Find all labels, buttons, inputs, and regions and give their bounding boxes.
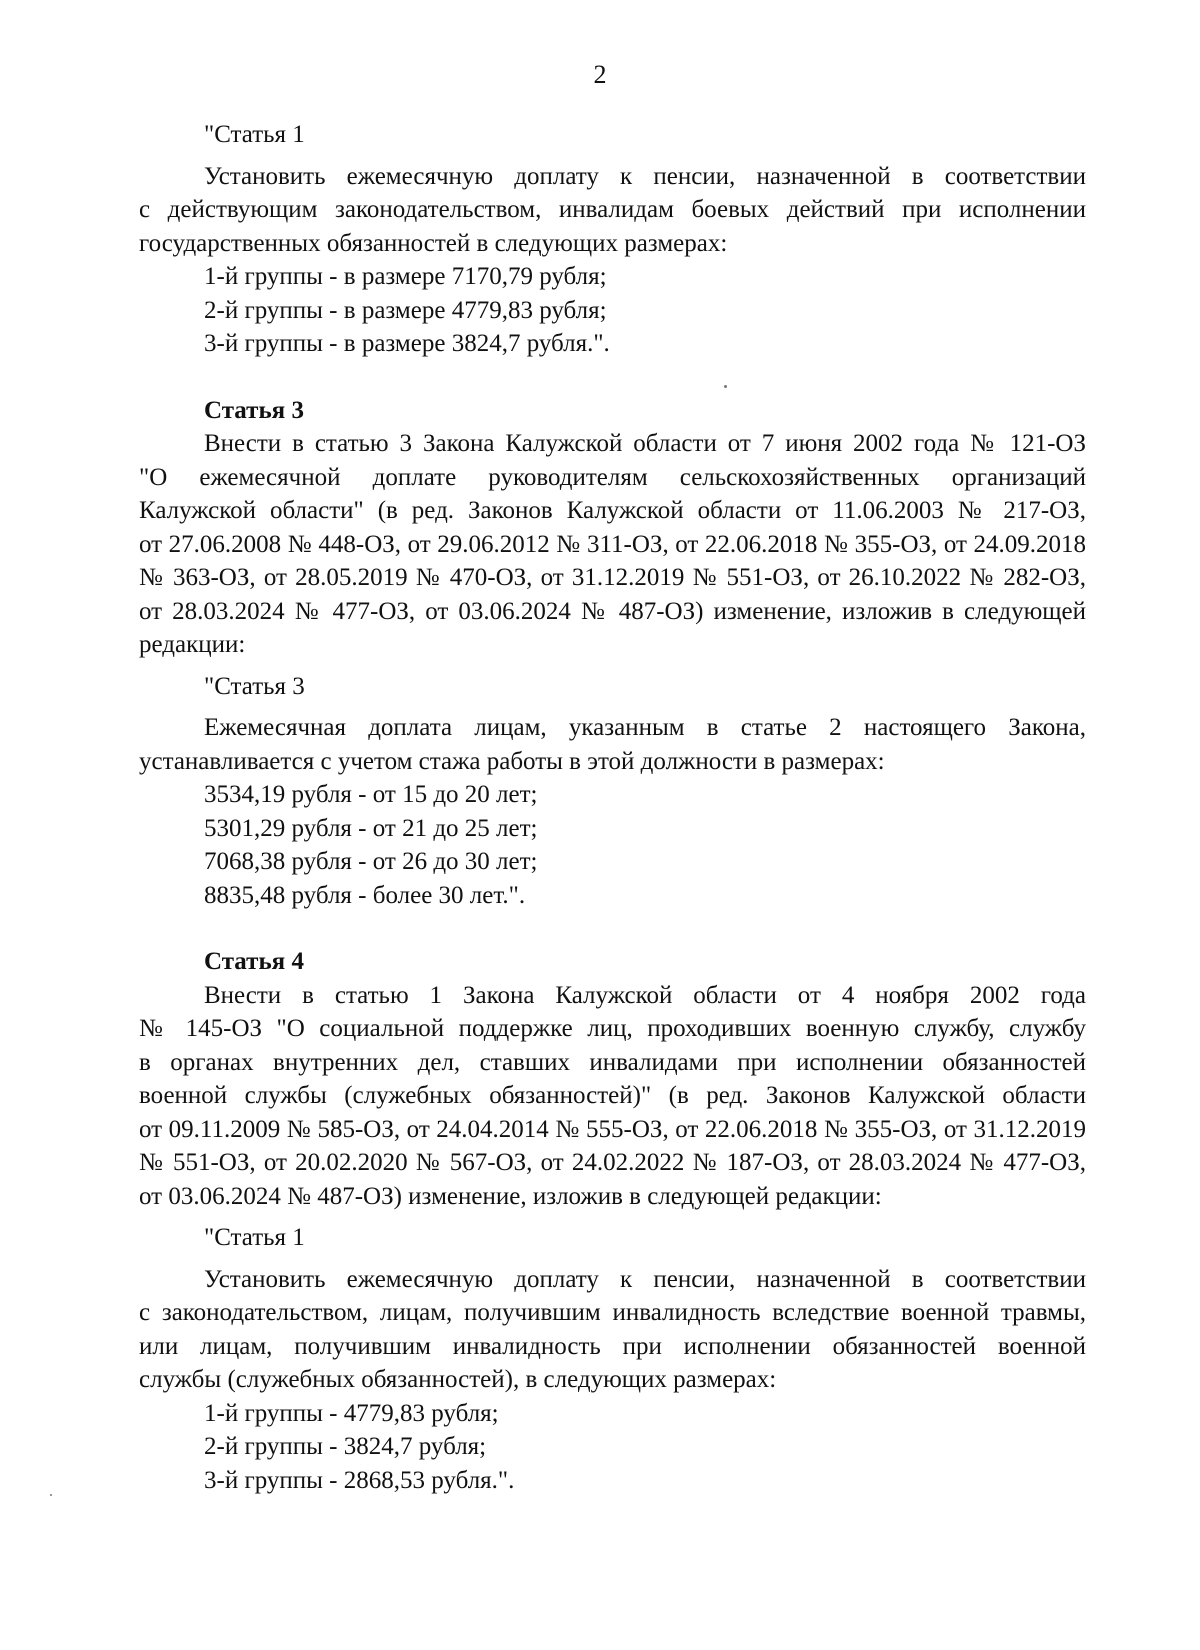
quoted-article-1-block — [139, 118, 1086, 361]
article-intro-paragraph — [139, 427, 1086, 662]
paragraph-line: Внести в статью 3 Закона Калужской области от 7 июня 2002 года № 121-ОЗ — [204, 430, 1086, 457]
list-item: 8835,48 рубля - более 30 лет.". — [204, 881, 526, 909]
scan-speck — [724, 385, 727, 388]
paragraph-line: от 03.06.2024 № 487-ОЗ) изменение, изложив в следующей редакции: — [139, 1182, 882, 1210]
paragraph-line: военной службы (служебных обязанностей)" (в ред. Законов Калужской области — [139, 1082, 1086, 1109]
article-intro-paragraph — [139, 979, 1086, 1214]
paragraph-line: с действующим законодательством, инвалидам боевых действий при исполнении — [139, 196, 1086, 223]
list-item: 3534,19 рубля - от 15 до 20 лет; — [204, 781, 538, 808]
article-4-section — [139, 945, 1086, 1497]
paragraph-line: в органах внутренних дел, ставших инвалидами при исполнении обязанностей — [139, 1048, 1086, 1076]
paragraph-line: Установить ежемесячную доплату к пенсии, назначенной в соответствии — [204, 162, 1086, 190]
paragraph-line: от 09.11.2009 № 585-ОЗ, от 24.04.2014 № 555-ОЗ, от 22.06.2018 № 355-ОЗ, от 31.12.2019 — [139, 1115, 1086, 1143]
scan-speck — [50, 1494, 52, 1496]
paragraph-line: или лицам, получившим инвалидность при исполнении обязанностей военной — [139, 1332, 1086, 1360]
paragraph-line: государственных обязанностей в следующих размерах: — [139, 229, 728, 257]
list-item: 3-й группы - в размере 3824,7 рубля.". — [204, 330, 610, 357]
list-item: 3-й группы - 2868,53 рубля.". — [204, 1466, 515, 1494]
quoted-article-title: "Статья 1 — [204, 121, 305, 148]
article-heading: Статья 3 — [204, 396, 304, 424]
document-body — [139, 118, 1086, 1497]
article-3-section — [139, 394, 1086, 913]
paragraph-line: "О ежемесячной доплате руководителям сельскохозяйственных организаций — [139, 463, 1086, 491]
list-item: 5301,29 рубля - от 21 до 25 лет; — [204, 814, 538, 842]
paragraph-line: Внести в статью 1 Закона Калужской области от 4 ноября 2002 года — [204, 981, 1086, 1009]
quoted-article-paragraph — [139, 711, 1086, 778]
article-heading: Статья 4 — [204, 948, 304, 975]
paragraph-line: Калужской области" (в ред. Законов Калужской области от 11.06.2003 № 217-ОЗ, — [139, 497, 1086, 524]
list-item: 2-й группы - в размере 4779,83 рубля; — [204, 296, 607, 324]
paragraph-line: № 363-ОЗ, от 28.05.2019 № 470-ОЗ, от 31.12.2019 № 551-ОЗ, от 26.10.2022 № 282-ОЗ, — [139, 564, 1086, 591]
list-item: 2-й группы - 3824,7 рубля; — [204, 1433, 487, 1460]
paragraph-line: службы (служебных обязанностей), в следующих размерах: — [139, 1366, 777, 1393]
quoted-article-paragraph — [139, 1263, 1086, 1397]
list-item: 7068,38 рубля - от 26 до 30 лет; — [204, 848, 538, 875]
paragraph-line: № 145-ОЗ "О социальной поддержке лиц, проходивших военную службу, службу — [139, 1015, 1086, 1042]
paragraph-line: устанавливается с учетом стажа работы в этой должности в размерах: — [139, 747, 885, 775]
list-item: 1-й группы - 4779,83 рубля; — [204, 1399, 499, 1427]
quoted-article-paragraph — [139, 160, 1086, 261]
paragraph-line: Ежемесячная доплата лицам, указанным в статье 2 настоящего Закона, — [204, 714, 1086, 741]
paragraph-line: от 28.03.2024 № 477-ОЗ, от 03.06.2024 № 487-ОЗ) изменение, изложив в следующей — [139, 597, 1086, 625]
paragraph-line: № 551-ОЗ, от 20.02.2020 № 567-ОЗ, от 24.02.2022 № 187-ОЗ, от 28.03.2024 № 477-ОЗ, — [139, 1149, 1086, 1176]
quoted-article-title: "Статья 1 — [204, 1224, 305, 1251]
paragraph-line: с законодательством, лицам, получившим инвалидность вследствие военной травмы, — [139, 1299, 1086, 1326]
page-number: 2 — [593, 60, 607, 89]
paragraph-line: редакции: — [139, 631, 246, 658]
list-item: 1-й группы - в размере 7170,79 рубля; — [204, 263, 607, 290]
paragraph-line: от 27.06.2008 № 448-ОЗ, от 29.06.2012 № 311-ОЗ, от 22.06.2018 № 355-ОЗ, от 24.09.2018 — [139, 530, 1086, 558]
quoted-article-title: "Статья 3 — [204, 672, 305, 700]
paragraph-line: Установить ежемесячную доплату к пенсии, назначенной в соответствии — [204, 1265, 1086, 1293]
